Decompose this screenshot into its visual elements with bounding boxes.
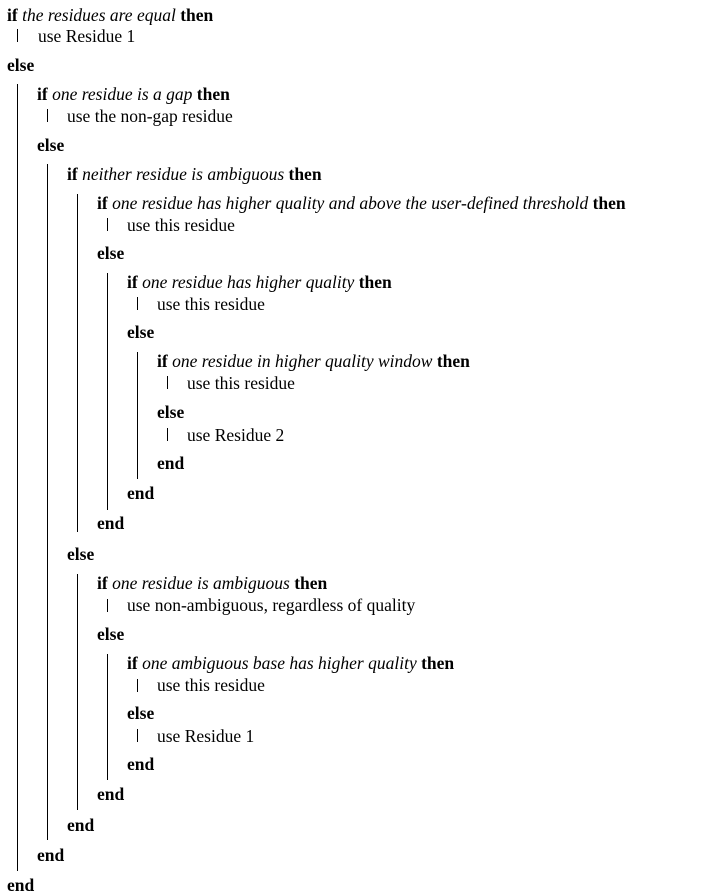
condition: one residue in higher quality window (172, 351, 433, 371)
scope-line-level4a (107, 273, 108, 510)
algo-line (97, 513, 124, 533)
algo-line (7, 55, 34, 75)
condition: one residue has higher quality (142, 272, 355, 292)
action: use this residue (157, 675, 265, 695)
algo-line (38, 26, 135, 46)
keyword-end: end (67, 815, 95, 835)
action: use this residue (127, 215, 235, 235)
action: use this residue (187, 373, 295, 393)
keyword-end: end (127, 483, 155, 503)
statement-tick (107, 218, 108, 231)
action: use Residue 1 (157, 726, 255, 746)
algo-line (127, 322, 154, 342)
keyword-then: then (294, 573, 328, 593)
keyword-if: if (37, 84, 48, 104)
keyword-if: if (97, 193, 108, 213)
algo-line (97, 243, 124, 263)
algo-line (157, 726, 254, 746)
statement-tick (137, 679, 138, 692)
keyword-then: then (421, 653, 455, 673)
keyword-end: end (37, 845, 65, 865)
algo-line (127, 215, 235, 235)
keyword-if: if (7, 5, 18, 25)
action: use Residue 2 (187, 425, 285, 445)
algo-line (157, 294, 265, 314)
algo-line (127, 703, 154, 723)
action: use Residue 1 (38, 26, 136, 46)
scope-line-level2 (47, 164, 48, 840)
algo-line (127, 754, 154, 774)
keyword-then: then (358, 272, 392, 292)
algo-line (157, 453, 184, 473)
keyword-if: if (127, 272, 138, 292)
condition: the residues are equal (22, 5, 176, 25)
condition: one residue is ambiguous (112, 573, 290, 593)
condition: one residue has higher quality and above the user-defined threshold (112, 193, 589, 213)
algo-line (37, 845, 64, 865)
keyword-if: if (97, 573, 108, 593)
keyword-if: if (157, 351, 168, 371)
algo-line (127, 483, 154, 503)
condition: one residue is a gap (52, 84, 193, 104)
keyword-else: else (127, 703, 155, 723)
scope-line-level5a (137, 352, 138, 479)
keyword-end: end (7, 875, 35, 895)
statement-tick (137, 297, 138, 310)
algo-line (127, 653, 454, 673)
keyword-if: if (127, 653, 138, 673)
keyword-end: end (157, 453, 185, 473)
keyword-then: then (288, 164, 322, 184)
algo-line (157, 675, 265, 695)
statement-tick (17, 29, 18, 42)
keyword-else: else (37, 135, 65, 155)
algo-line (67, 164, 322, 184)
condition: one ambiguous base has higher quality (142, 653, 417, 673)
statement-tick (167, 428, 168, 441)
algo-line (97, 573, 327, 593)
keyword-then: then (180, 5, 214, 25)
action: use the non-gap residue (67, 106, 233, 126)
keyword-end: end (97, 513, 125, 533)
algo-line (157, 351, 470, 371)
statement-tick (47, 109, 48, 122)
algo-line (127, 595, 415, 615)
algo-line (67, 544, 94, 564)
scope-line-level1 (17, 84, 18, 871)
condition: neither residue is ambiguous (82, 164, 285, 184)
scope-line-level3b (77, 574, 78, 810)
keyword-then: then (196, 84, 230, 104)
keyword-then: then (592, 193, 626, 213)
keyword-end: end (97, 784, 125, 804)
algo-line (97, 784, 124, 804)
scope-line-level3a (77, 194, 78, 532)
keyword-else: else (127, 322, 155, 342)
keyword-else: else (97, 243, 125, 263)
keyword-else: else (67, 544, 95, 564)
keyword-else: else (157, 402, 185, 422)
algo-line (187, 425, 284, 445)
algo-line (7, 5, 213, 25)
action: use non-ambiguous, regardless of quality (127, 595, 416, 615)
algo-line (67, 815, 94, 835)
algo-line (37, 135, 64, 155)
keyword-if: if (67, 164, 78, 184)
action: use this residue (157, 294, 265, 314)
algo-line (97, 624, 124, 644)
keyword-else: else (97, 624, 125, 644)
statement-tick (137, 729, 138, 742)
algo-line (157, 402, 184, 422)
keyword-then: then (436, 351, 470, 371)
keyword-else: else (7, 55, 35, 75)
statement-tick (107, 599, 108, 612)
algo-line (67, 106, 233, 126)
algo-line (127, 272, 392, 292)
algo-line (187, 373, 295, 393)
statement-tick (167, 376, 168, 389)
keyword-end: end (127, 754, 155, 774)
algo-line (37, 84, 230, 104)
algo-line (97, 193, 626, 213)
scope-line-level4b (107, 654, 108, 780)
algo-line (7, 875, 34, 895)
